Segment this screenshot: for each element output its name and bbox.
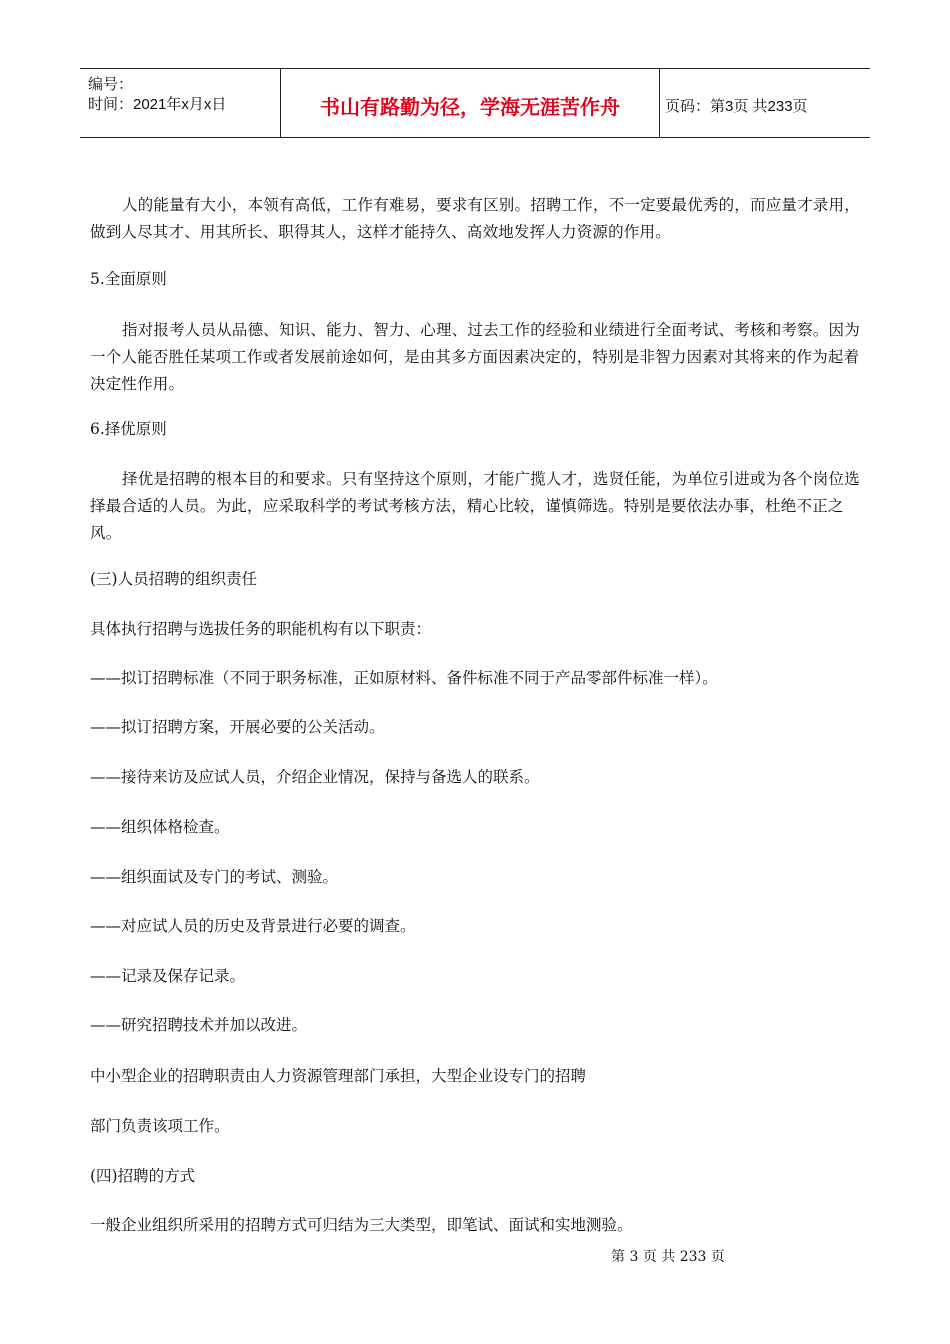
duties-intro: 具体执行招聘与选拔任务的职能机构有以下职责： <box>90 620 432 638</box>
duty-item: ——接待来访及应试人员，介绍企业情况，保持与备选人的联系。 <box>90 768 540 786</box>
duty-item: ——记录及保存记录。 <box>90 967 246 985</box>
duty-item: ——组织体格检查。 <box>90 818 230 836</box>
duty-item: ——拟订招聘标准（不同于职务标准，正如原材料、备件标准不同于产品零部件标准一样）。 <box>90 669 718 687</box>
paragraph-recruitment-methods: 一般企业组织所采用的招聘方式可归结为三大类型，即笔试、面试和实地测验。 <box>90 1216 633 1234</box>
header-page-cell <box>659 69 870 137</box>
duty-item: ——研究招聘技术并加以改进。 <box>90 1016 308 1034</box>
header-meta-cell <box>80 69 280 137</box>
document-header <box>80 68 870 138</box>
paragraph-comprehensive: 指对报考人员从品德、知识、能力、智力、心理、过去工作的经验和业绩进行全面考试、考核和考察。因为一个人能否胜任某项工作或者发展前途如何，是由其多方面因素决定的，特别是非智力因素对其将来的作为起着决定性作用。 <box>90 321 860 393</box>
section-heading-organization-duty: (三)人员招聘的组织责任 <box>90 570 258 588</box>
footer-page-number: 第 3 页 共 233 页 <box>611 1249 725 1265</box>
paragraph-enterprise-size-line2: 部门负责该项工作。 <box>90 1117 230 1135</box>
heading-comprehensive-principle: 5.全面原则 <box>90 270 167 288</box>
header-motto: 书山有路勤为径，学海无涯苦作舟 <box>320 95 620 119</box>
duty-item: ——对应试人员的历史及背景进行必要的调查。 <box>90 917 416 935</box>
duty-item: ——组织面试及专门的考试、测验。 <box>90 868 339 886</box>
duty-item: ——拟订招聘方案，开展必要的公关活动。 <box>90 718 385 736</box>
heading-selection-principle: 6.择优原则 <box>90 420 167 438</box>
header-motto-cell <box>280 69 660 137</box>
document-time-label: 时间：2021年x月x日 <box>88 96 227 113</box>
paragraph-selection: 择优是招聘的根本目的和要求。只有坚持这个原则，才能广揽人才，选贤任能，为单位引进或为各个岗位选择最合适的人员。为此，应采取科学的考试考核方法，精心比较，谨慎筛选。特别是要依法办事，杜绝不正之风。 <box>90 470 860 542</box>
paragraph-ability: 人的能量有大小，本领有高低，工作有难易，要求有区别。招聘工作，不一定要最优秀的，而应量才录用，做到人尽其才、用其所长、职得其人，这样才能持久、高效地发挥人力资源的作用。 <box>90 196 860 241</box>
section-heading-recruitment-methods: (四)招聘的方式 <box>90 1167 196 1185</box>
document-number-label: 编号： <box>88 76 134 93</box>
paragraph-enterprise-size-line1: 中小型企业的招聘职责由人力资源管理部门承担，大型企业设专门的招聘 <box>90 1067 587 1085</box>
header-page-code: 页码：第3页 共233页 <box>665 98 808 115</box>
